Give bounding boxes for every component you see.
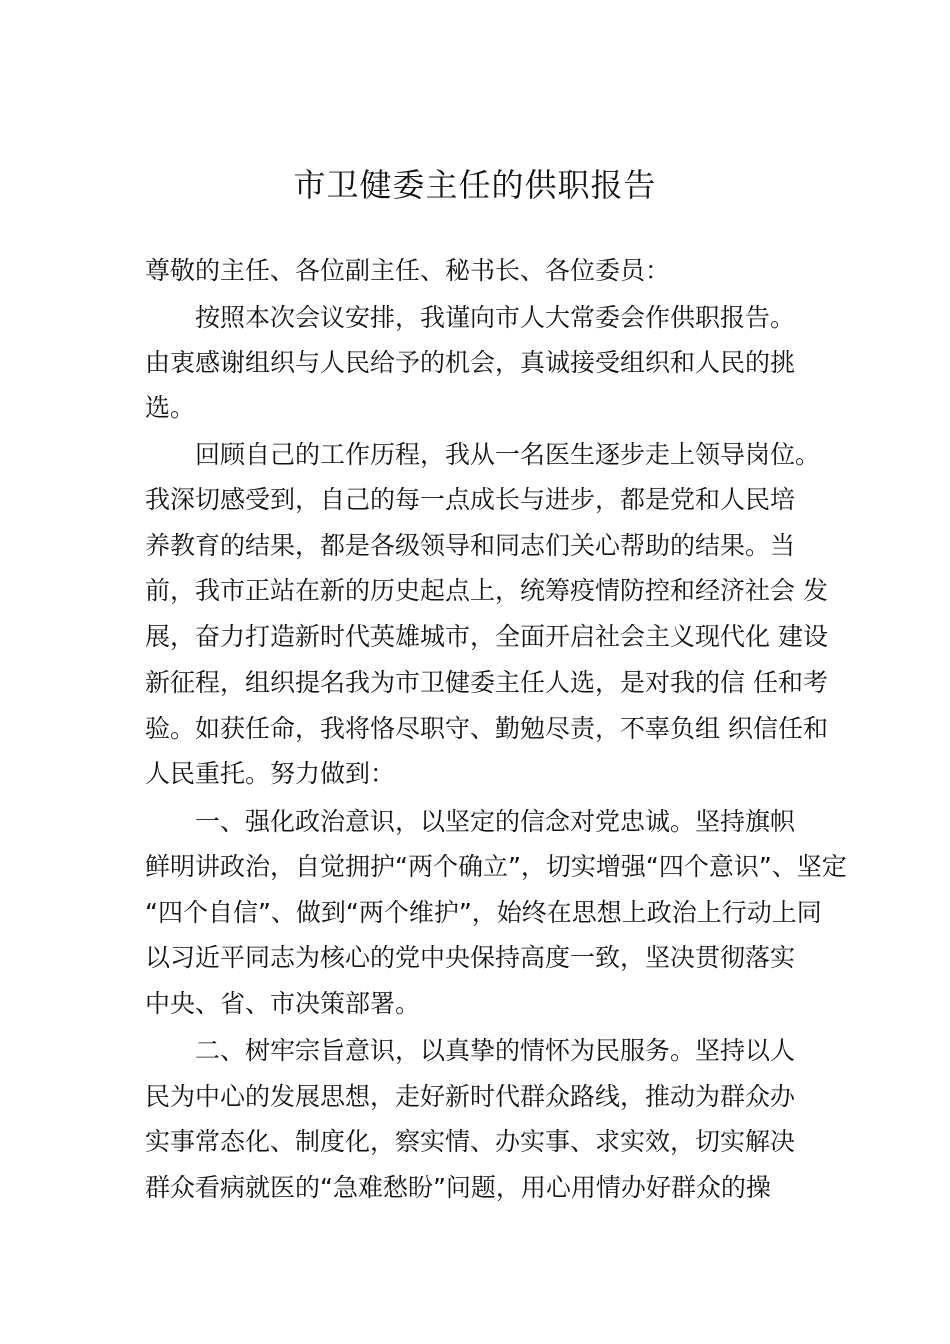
paragraph-line: 由衷感谢组织与人民给予的机会，真诚接受组织和人民的挑: [145, 348, 796, 377]
paragraph-line: 一、强化政治意识，以坚定的信念对党忠诚。坚持旗帜: [195, 807, 796, 836]
paragraph-line: 前，我市正站在新的历史起点上，统筹疫情防控和经济社会 发: [145, 576, 828, 605]
paragraph-line: 以习近平同志为核心的党中央保持高度一致，坚决贯彻落实: [145, 943, 796, 972]
paragraph-line: 实事常态化、制度化，察实情、办实事、求实效，切实解决: [145, 1127, 796, 1156]
paragraph-line: 选。: [145, 393, 196, 422]
paragraph-line: 养教育的结果，都是各级领导和同志们关心帮助的结果。当: [145, 531, 796, 560]
document-title: 市卫健委主任的供职报告: [293, 166, 657, 204]
paragraph-line: 展，奋力打造新时代英雄城市，全面开启社会主义现代化 建设: [145, 622, 828, 651]
paragraph-line: 回顾自己的工作历程，我从一名医生逐步走上领导岗位。: [195, 440, 821, 469]
paragraph-line: 尊敬的主任、各位副主任、秘书长、各位委员：: [145, 256, 671, 285]
paragraph-line: “四个自信”、做到“两个维护”，始终在思想上政治上行动上同: [145, 898, 822, 927]
paragraph-line: 鲜明讲政治，自觉拥护“两个确立”，切实增强“四个意识”、坚定: [145, 852, 847, 881]
paragraph-line: 人民重托。努力做到：: [145, 759, 396, 788]
paragraph-line: 验。如获任命，我将恪尽职守、勤勉尽责，不辜负组 织信任和: [145, 714, 828, 743]
paragraph-line: 按照本次会议安排，我谨向市人大常委会作供职报告。: [195, 303, 796, 332]
paragraph-line: 群众看病就医的“急难愁盼”问题，用心用情办好群众的操: [145, 1173, 771, 1202]
paragraph-line: 民为中心的发展思想，走好新时代群众路线，推动为群众办: [145, 1082, 796, 1111]
paragraph-line: 我深切感受到，自己的每一点成长与进步，都是党和人民培: [145, 485, 796, 514]
paragraph-line: 新征程，组织提名我为市卫健委主任人选，是对我的信 任和考: [145, 668, 828, 697]
paragraph-line: 二、树牢宗旨意识，以真挚的情怀为民服务。坚持以人: [195, 1036, 796, 1065]
paragraph-line: 中央、省、市决策部署。: [145, 989, 421, 1018]
